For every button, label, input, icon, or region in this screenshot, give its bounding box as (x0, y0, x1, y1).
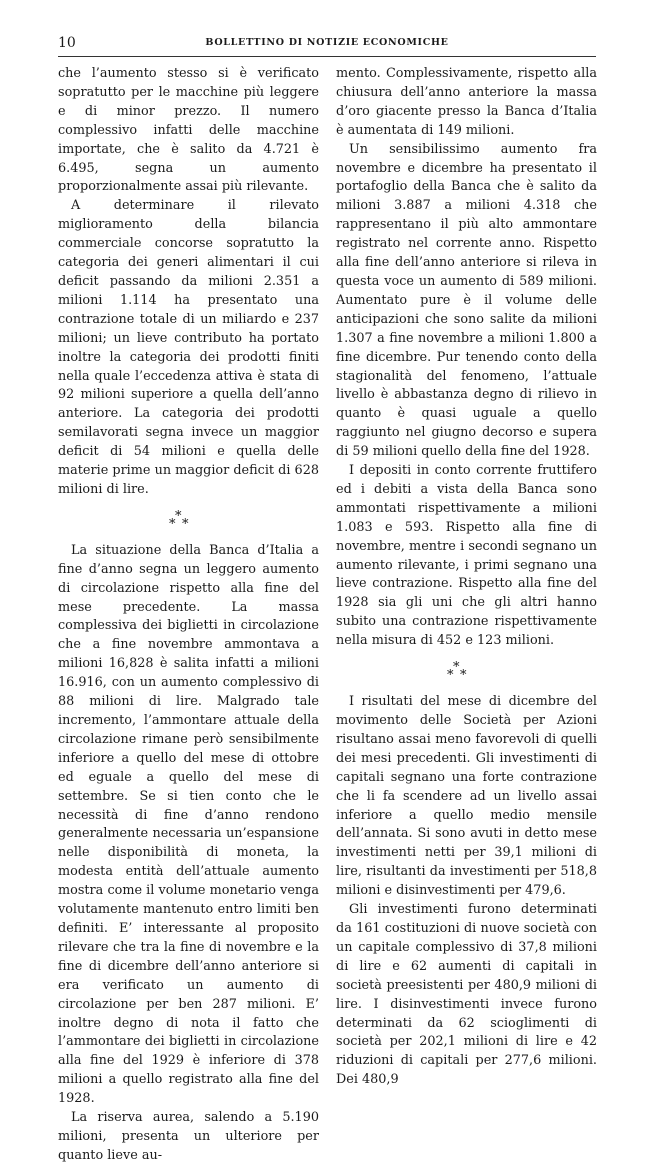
page-number: 10 (58, 35, 76, 51)
section-asterism (58, 508, 319, 534)
asterism-star: * (182, 516, 189, 532)
running-title: BOLLETTINO DI NOTIZIE ECONOMICHE (205, 37, 449, 48)
section-asterism (336, 659, 597, 685)
asterism-star: * (460, 668, 467, 684)
right-column (336, 65, 597, 1090)
page-header (58, 34, 596, 52)
paragraph: La situazione della Banca d’Italia a fine d’anno segna un leggero aumento di circolazione rispetto alla fine del mese precedente. La massa complessiva dei biglietti in circolazione che a fine novembre ammontava a milioni 16,828 è salita infatti a milioni 16.916, con un aumento complessivo di 88 milioni di lire. Malgrado tale incremento, l’ammontare attuale della circolazione rimane però sensibilmente inferiore a quello del mese di ottobre ed eguale a quello del mese di settembre. Se si tien conto che le necessità di fine d’anno rendono generalmente necessaria un’espansione nelle disponibilità di moneta, la modesta entità dell’attuale aumento mostra come il volume monetario venga volutamente mantenuto entro limiti ben definiti. E’ interessante al proposito rilevare che tra la fine di novembre e la fine di dicembre dell’anno anteriore si era verificato un aumento di circolazione per ben 287 milioni. E’ inoltre degno di nota il fatto che l’ammontare dei biglietti in circolazione alla fine del 1929 è inferiore di 378 milioni a quello registrato alla fine del 1928. (58, 542, 319, 1107)
asterism-star: * (175, 508, 182, 524)
paragraph: A determinare il rilevato miglioramento della bilancia commerciale concorse sopratutto la categoria dei generi alimentari il cui deficit passando da milioni 2.351 a milioni 1.114 ha presentato una contrazione totale di un miliardo e 237 milioni; un lieve contributo ha portato inoltre la categoria dei prodotti finiti nella quale l’eccedenza attiva è stata di 92 milioni superiore a quella dell’anno anteriore. La categoria dei prodotti semilavorati segna invece un maggior deficit di 54 milioni e quella delle materie prime un maggior deficit di 628 milioni di lire. (58, 198, 319, 497)
asterism-star: * (453, 660, 460, 676)
paragraph: La riserva aurea, salendo a 5.190 milioni, presenta un ulteriore per quanto lieve au- (58, 1110, 319, 1163)
left-column (58, 65, 319, 1166)
paragraph: I risultati del mese di dicembre del movimento delle Società per Azioni risultano assai meno favorevoli di quelli dei mesi precedenti. Gli investimenti di capitali segnano una forte contrazione che li fa scendere ad un livello assai inferiore a quello medio mensile dell’annata. Si sono avuti in detto mese investimenti netti per 39,1 milioni di lire, risultanti da investimenti per 518,8 milioni e disinvestimenti per 479,6. (336, 694, 597, 899)
paragraph: Gli investimenti furono determinati da 161 costituzioni di nuove società con un capitale complessivo di 37,8 milioni di lire e 62 aumenti di capitali in società preesistenti per 480,9 milioni di lire. I disinvestimenti invece furono determinati da 62 scioglimenti di società per 202,1 milioni di lire e 42 riduzioni di capitali per 277,6 milioni. Dei 480,9 (336, 902, 597, 1088)
asterism-star: * (169, 516, 176, 532)
paragraph: mento. Complessivamente, rispetto alla chiusura dell’anno anteriore la massa d’oro giacente presso la Banca d’Italia è aumentata di 149 milioni. (336, 66, 597, 138)
paragraph: Un sensibilissimo aumento fra novembre e dicembre ha presentato il portafoglio della Banca che è salito da milioni 3.887 a milioni 4.318 che rappresentano il più alto ammontare registrato nel corrente anno. Rispetto alla fine dell’anno anteriore si rileva in questa voce un aumento di 589 milioni. Aumentato pure è il volume delle anticipazioni che sono salite da milioni 1.307 a fine novembre a milioni 1.800 a fine dicembre. Pur tenendo conto della stagionalità del fenomeno, l’attuale livello è abbastanza degno di rilievo in quanto è quasi uguale a quello raggiunto nel giugno decorso e supera di 59 milioni quello della fine del 1928. (336, 141, 597, 460)
asterism-star: * (447, 668, 454, 684)
paragraph: che l’aumento stesso si è verificato sopratutto per le macchine più leggere e di minor prezzo. Il numero complessivo infatti delle macchine importate, che è salito da 4.721 è 6.495, segna un aumento proporzionalmente assai più rilevante. (58, 66, 319, 195)
paragraph: I depositi in conto corrente fruttifero ed i debiti a vista della Banca sono ammontati rispettivamente a milioni 1.083 e 593. Rispetto alla fine di novembre, mentre i secondi segnano un aumento rilevante, i primi segnano una lieve contrazione. Rispetto alla fine del 1928 sia gli uni che gli altri hanno subito una contrazione rispettivamente nella misura di 452 e 123 milioni. (336, 463, 597, 649)
header-rule (58, 56, 596, 57)
